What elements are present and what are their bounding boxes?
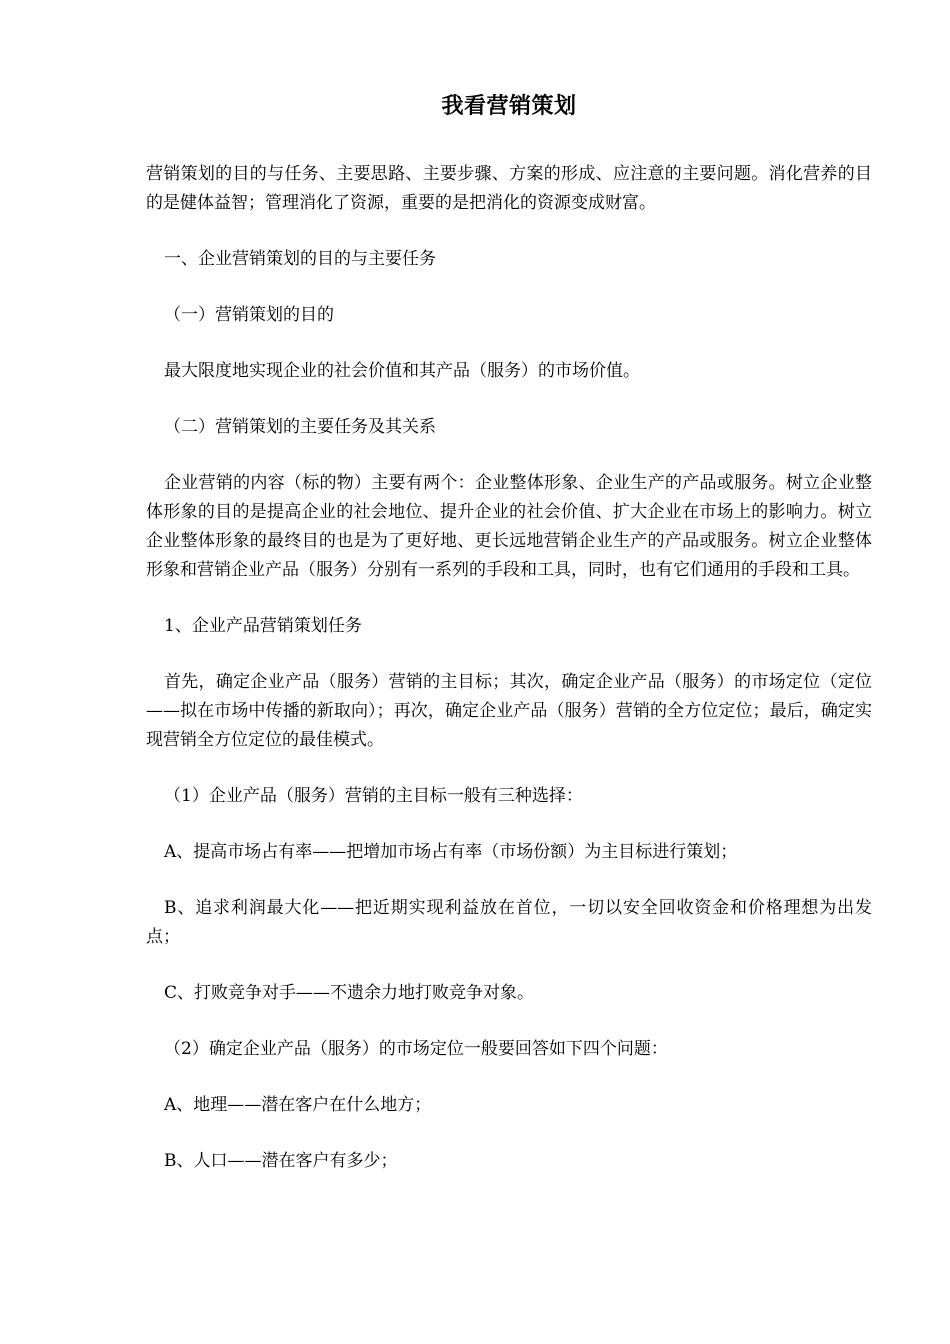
- paragraph-marketing-content: 企业营销的内容（标的物）主要有两个：企业整体形象、企业生产的产品或服务。树立企业整体形象的目的是提高企业的社会地位、提升企业的社会价值、扩大企业在市场上的影响力。树立企业整体形象的最终目的也是为了更好地、更长远地营销企业生产的产品或服务。树立企业整体形象和营销企业产品（服务）分别有一系列的手段和工具，同时，也有它们通用的手段和工具。: [146, 473, 872, 580]
- document-title: 我看营销策划: [441, 94, 577, 119]
- list-item-geography: A、地理——潜在客户在什么地方；: [164, 1095, 432, 1115]
- paragraph-intro: 营销策划的目的与任务、主要思路、主要步骤、方案的形成、应注意的主要问题。消化营养的目的是健体益智；管理消化了资源，重要的是把消化的资源变成财富。: [146, 164, 872, 213]
- list-heading-1: （1）企业产品（服务）营销的主目标一般有三种选择：: [164, 786, 583, 806]
- paragraph-purpose: 最大限度地实现企业的社会价值和其产品（服务）的市场价值。: [164, 361, 640, 381]
- paragraph-steps: 首先，确定企业产品（服务）营销的主目标；其次，确定企业产品（服务）的市场定位（定位——拟在市场中传播的新取向）；再次，确定企业产品（服务）营销的全方位定位；最后，确定实现营销全方位定位的最佳模式。: [146, 672, 872, 750]
- list-item-a: A、提高市场占有率——把增加市场占有率（市场份额）为主目标进行策划；: [164, 842, 738, 862]
- subsection-heading-2: （二）营销策划的主要任务及其关系: [164, 417, 436, 437]
- list-heading-2: （2）确定企业产品（服务）的市场定位一般要回答如下四个问题：: [164, 1039, 668, 1059]
- list-item-b: B、追求利润最大化——把近期实现利益放在首位，一切以安全回收资金和价格理想为出发点；: [146, 898, 872, 947]
- list-item-population: B、人口——潜在客户有多少；: [164, 1151, 398, 1171]
- subsection-heading-1: （一）营销策划的目的: [164, 305, 334, 325]
- section-heading-1: 一、企业营销策划的目的与主要任务: [164, 249, 436, 269]
- list-item-c: C、打败竞争对手——不遗余力地打败竞争对象。: [164, 983, 535, 1003]
- document-page: [146, 90, 872, 1203]
- item-heading-1: 1、企业产品营销策划任务: [164, 616, 362, 636]
